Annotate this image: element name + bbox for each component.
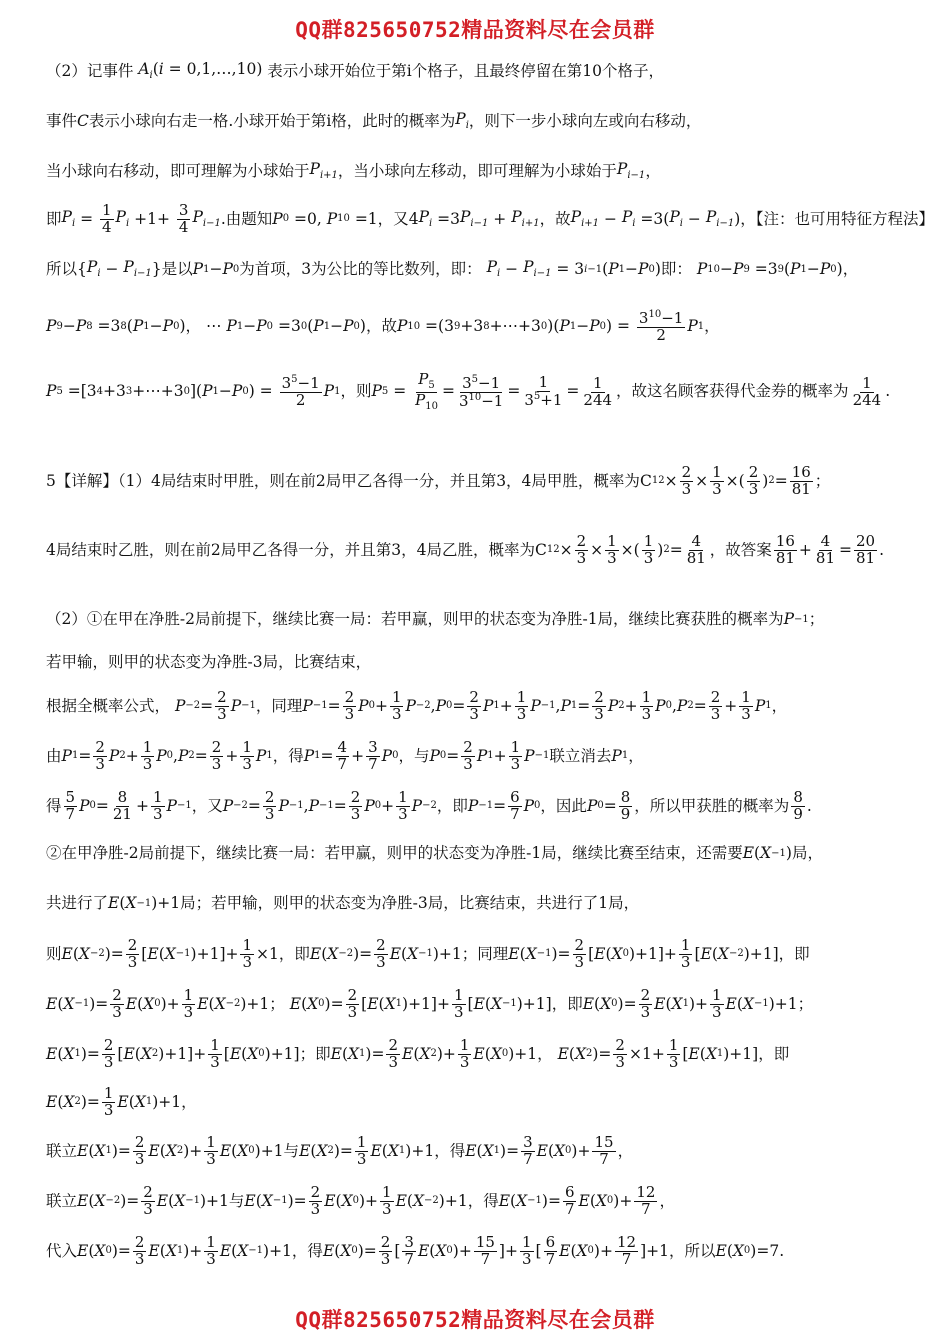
- line-8: 5【详解】（1）4局结束时甲胜，则在前2局甲乙各得一分，并且第3，4局甲胜，概率为 C 1 2 × 2 3 × 1 3 ×( 2 3 ) 2 = 16 81 ；: [46, 463, 831, 498]
- line-20: E ( X 2 )= 1 3 E ( X 1 )+1，: [46, 1084, 197, 1119]
- line-22: 联立 E ( X −2 )= 2 3 E ( X −1 )+1 与 E ( X −1 )= 2 3 E ( X 0 )+ 1 3 E ( X −2 )+1 ，得 E ( X −1 )= 6 7 E ( X 0 )+ 12 7 ，: [46, 1183, 675, 1218]
- line-17: 则 E ( X −2 )= 2 3 [ E ( X −1 )+1]+ 1 3 ×1 ，即 E ( X −2 )= 2 3 E ( X −1 )+1 ；同理 E ( X −1 )= 2 3 [ E ( X 0 )+1]+ 1 3 [ E ( X −2 )+1] ，即: [46, 936, 810, 971]
- line-15: ②在甲净胜-2局前提下，继续比赛一局：若甲赢，则甲的状态变为净胜-1局，继续比赛至结束，还需要 E ( X −1 ) 局，: [46, 844, 823, 862]
- line-16: 共进行了 E ( X −1 )+1 局；若甲输，则甲的状态变为净胜-3局，比赛结束，共进行了1局，: [46, 894, 640, 912]
- line-3: 当小球向右移动，即可理解为小球始于 $P_{i+1}$ ，当小球向左移动，即可理解为小球始于 $P_{i-1}$ ，: [46, 160, 661, 182]
- line-9: 4局结束时乙胜，则在前2局甲乙各得一分，并且第3，4局乙胜，概率为 C 1 2 × 2 3 × 1 3 ×( 1 3 ) 2 = 4 81 ，故答案 16 81 + 4 81 = 20 81 .: [46, 532, 885, 567]
- line-13: 由 P 1 = 2 3 P 2 + 1 3 P 0 , P 2 = 2 3 + 1 3 P 1 ，得 P 1 = 4 7 + 3 7 P 0 ，与 P 0 = 2 3 P 1 + 1 3 P −1 联立消去 P 1 ，: [46, 738, 644, 773]
- line-21: 联立 E ( X 1 )= 2 3 E ( X 2 )+ 1 3 E ( X 0 )+1 与 E ( X 2 )= 1 3 E ( X 1 )+1 ，得 E ( X 1 )= 3 7 E ( X 0 )+ 15 7 ，: [46, 1133, 634, 1168]
- line-6: P 9 − P 8 =3 8 ( P 1 − P 0 ) ， ⋯ P 1 − P 0 =3 0 ( P 1 − P 0 ) ，故 P 10 =(3 9 +3 8 +⋯+3 0 )( P 1 − P 0 ) = $3^{10}-1$ 2 P 1 ，: [46, 309, 720, 344]
- line-7: P 5 =[3 4 +3 3 +⋯+3 0 ]( P 1 − P 0 ) = $3^5-1$ 2 P 1 ，则 P 5 = $P_5$ $P_{10}$ = $3^5-1$ $3^{10}-1$ = 1 $3^5+1$ = 1 244 ，故这名顾客获得代金券的概率为 1 244 .: [46, 370, 891, 412]
- line-19: E ( X 1 )= 2 3 [ E ( X 2 )+1]+ 1 3 [ E ( X 0 )+1] ；即 E ( X 1 )= 2 3 E ( X 2 )+ 1 3 E ( X 0 )+1， E ( X 2 )= 2 3 ×1+ 1 3 [ E ( X 1 )+1] ，即: [46, 1036, 790, 1071]
- watermark-banner-top: QQ群825650752精品资料尽在会员群: [295, 18, 655, 42]
- line-11: 若甲输，则甲的状态变为净胜-3局，比赛结束，: [46, 653, 372, 671]
- line-10: （2）①在甲在净胜-2局前提下，继续比赛一局：若甲赢，则甲的状态变为净胜-1局，继续比赛获胜的概率为 P −1 ；: [46, 610, 825, 628]
- line-4: 即 $P_i$ = 1 4 $P_i$ +1+ 3 4 $P_{i-1}$ .由题知 P 0 =0, P 10 =1 ，又 4 $P_i$ =3 $P_{i-1}$ + $P_{i+1}$ ，故 $P_{i+1}$ − $P_i$ =3( $P_i$ − $P_{i-1}$ ) ，【注：也可用特征方程法】: [46, 201, 935, 236]
- line-5: 所以 { $P_i$ − $P_{i-1}$ } 是以 P 1 − P 0 为首项，3为公比的等比数列，即： $P_i$ − $P_{i-1}$ = 3 i−1 ( P 1 − P 0 ) 即： P 10 − P 9 =3 9 ( P 1 − P 0 )，: [46, 258, 859, 280]
- line-14: 得 5 7 P 0 = 8 21 + 1 3 P −1 ，又 P −2 = 2 3 P −1 , P −1 = 2 3 P 0 + 1 3 P −2 ，即 P −1 = 6 7 P 0 ，因此 P 0 = 8 9 ，所以甲获胜的概率为 8 9 .: [46, 788, 812, 823]
- line-18: E ( X −1 )= 2 3 E ( X 0 )+ 1 3 E ( X −2 )+1 ； E ( X 0 )= 2 3 [ E ( X 1 )+1]+ 1 3 [ E ( X −1 )+1] ，即 E ( X 0 )= 2 3 E ( X 1 )+ 1 3 E ( X −1 )+1；: [46, 986, 814, 1021]
- line-23: 代入 E ( X 0 )= 2 3 E ( X 1 )+ 1 3 E ( X −1 )+1 ，得 E ( X 0 )= 2 3 [ 3 7 E ( X 0 )+ 15 7 ]+ 1 3 [ 6 7 E ( X 0 )+ 12 7 ]+1 ，所以 E ( X 0 )=7.: [46, 1233, 785, 1268]
- watermark-banner-bottom: QQ群825650752精品资料尽在会员群: [295, 1308, 655, 1332]
- line-2: 事件 C 表示小球向右走一格.小球开始于第i格，此时的概率为 $P_i$ ，则下一步小球向左或向右移动，: [46, 110, 702, 132]
- line-1: （2）记事件 $A_i(i$ = 0,1,…,10) 表示小球开始位于第i个格子，且最终停留在第10个格子，: [46, 60, 664, 82]
- line-12: 根据全概率公式， P −2 = 2 3 P −1 ，同理 P −1 = 2 3 P 0 + 1 3 P −2 , P 0 = 2 3 P 1 + 1 3 P −1 , P 1 = 2 3 P 2 + 1 3 P 0 , P 2 = 2 3 + 1 3 P 1 ，: [46, 688, 788, 723]
